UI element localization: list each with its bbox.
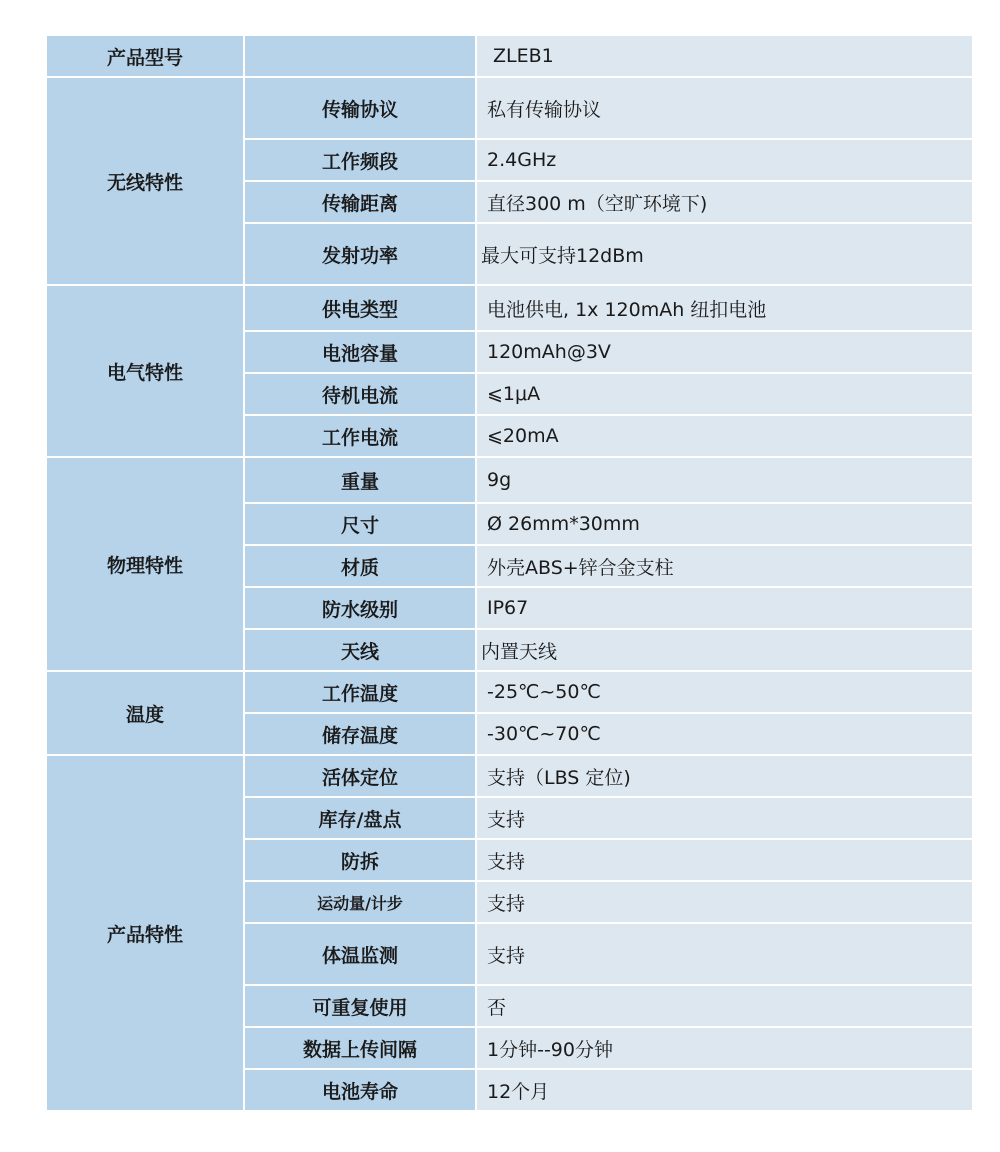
param-name: 储存温度 — [245, 714, 475, 754]
param-name: 工作电流 — [245, 416, 475, 456]
category-label: 物理特性 — [106, 554, 183, 577]
param-value: IP67 — [477, 588, 972, 628]
param-name: 工作温度 — [245, 672, 475, 712]
param-name: 运动量/计步 — [245, 882, 475, 922]
param-name: 天线 — [245, 630, 475, 670]
param-value: 直径300 m（空旷环境下) — [477, 182, 972, 222]
param-name: 防水级别 — [245, 588, 475, 628]
param-name: 活体定位 — [245, 756, 475, 796]
category-label: 电气特性 — [106, 361, 183, 384]
header-empty-cell — [245, 36, 475, 76]
category-cell-features — [47, 756, 243, 1110]
header-label-cell — [47, 36, 243, 76]
category-label: 无线特性 — [106, 171, 183, 194]
param-name: 工作频段 — [245, 140, 475, 180]
param-value: 外壳ABS+锌合金支柱 — [477, 546, 972, 586]
param-value: -30℃~70℃ — [477, 714, 972, 754]
param-value: 最大可支持12dBm — [477, 224, 972, 284]
param-value: 12个月 — [477, 1070, 972, 1110]
category-cell-physical — [47, 458, 243, 670]
param-value: 支持（LBS 定位) — [477, 756, 972, 796]
header-model: ZLEB1 — [493, 45, 554, 67]
param-name: 供电类型 — [245, 286, 475, 330]
param-name: 可重复使用 — [245, 986, 475, 1026]
spec-table — [47, 36, 972, 1110]
param-value: 2.4GHz — [477, 140, 972, 180]
param-value: 支持 — [477, 798, 972, 838]
param-value: 否 — [477, 986, 972, 1026]
param-name: 库存/盘点 — [245, 798, 475, 838]
param-name: 发射功率 — [245, 224, 475, 284]
param-name: 材质 — [245, 546, 475, 586]
category-label: 产品特性 — [106, 923, 183, 946]
param-value: 9g — [477, 458, 972, 502]
param-name: 数据上传间隔 — [245, 1028, 475, 1068]
param-name: 防拆 — [245, 840, 475, 880]
param-name: 传输距离 — [245, 182, 475, 222]
param-name: 待机电流 — [245, 374, 475, 414]
param-value: 120mAh@3V — [477, 332, 972, 372]
param-value: ⩽1μA — [477, 374, 972, 414]
param-value: 支持 — [477, 882, 972, 922]
header-label: 产品型号 — [106, 46, 183, 69]
param-name: 电池容量 — [245, 332, 475, 372]
category-cell-wireless — [47, 78, 243, 284]
category-cell-temperature — [47, 672, 243, 754]
param-value: 电池供电, 1x 120mAh 纽扣电池 — [477, 286, 972, 330]
param-name: 体温监测 — [245, 924, 475, 984]
param-value: ⩽20mA — [477, 416, 972, 456]
param-name: 重量 — [245, 458, 475, 502]
param-value: 1分钟--90分钟 — [477, 1028, 972, 1068]
param-value: Ø 26mm*30mm — [477, 504, 972, 544]
param-name: 尺寸 — [245, 504, 475, 544]
param-value: -25℃~50℃ — [477, 672, 972, 712]
param-value: 支持 — [477, 924, 972, 984]
category-label: 温度 — [125, 703, 164, 726]
param-name: 传输协议 — [245, 78, 475, 138]
param-value: 内置天线 — [477, 630, 972, 670]
param-value: 私有传输协议 — [477, 78, 972, 138]
param-name: 电池寿命 — [245, 1070, 475, 1110]
category-cell-electrical — [47, 286, 243, 456]
header-model-cell — [477, 36, 972, 76]
param-value: 支持 — [477, 840, 972, 880]
